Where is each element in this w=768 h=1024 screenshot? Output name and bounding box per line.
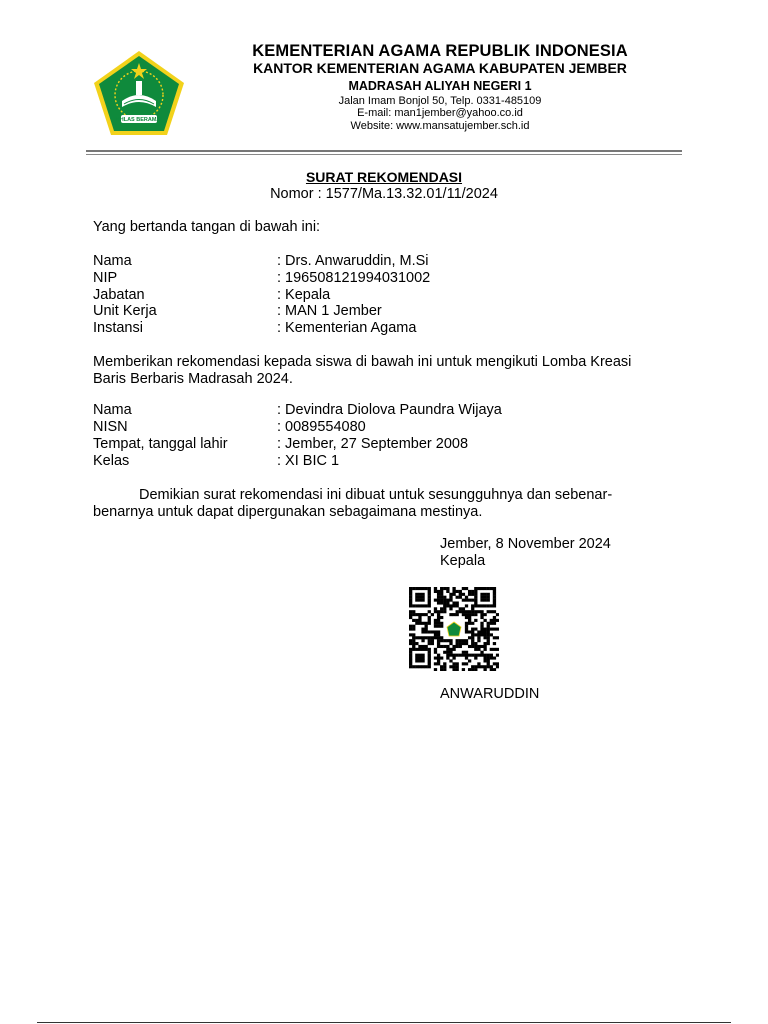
purpose-paragraph <box>93 354 668 388</box>
field-value: : Devindra Diolova Paundra Wijaya <box>277 402 502 418</box>
signer-name: ANWARUDDIN <box>440 686 540 702</box>
school-website: Website: www.mansatujember.sch.id <box>350 119 530 132</box>
field-value: : XI BIC 1 <box>277 453 340 469</box>
field-label: NIP <box>93 270 118 286</box>
school-email: E-mail: man1jember@yahoo.co.id <box>357 107 523 120</box>
letter-number: Nomor : 1577/Ma.13.32.01/11/2024 <box>270 186 498 202</box>
signature-qr-code <box>409 587 499 671</box>
field-value: : 0089554080 <box>277 419 366 435</box>
closing-line: Demikian surat rekomendasi ini dibuat untuk sesungguhnya dan sebenar- <box>139 487 613 503</box>
field-label: Jabatan <box>93 287 145 303</box>
field-label: NISN <box>93 419 128 435</box>
field-label: Nama <box>93 402 132 418</box>
office-name: KANTOR KEMENTERIAN AGAMA KABUPATEN JEMBER <box>253 60 627 77</box>
purpose-line: Baris Berbaris Madrasah 2024. <box>93 370 293 387</box>
field-label: Unit Kerja <box>93 303 157 319</box>
field-label: Instansi <box>93 320 143 336</box>
closing-paragraph <box>93 487 668 521</box>
field-label: Kelas <box>93 453 130 469</box>
opening-text: Yang bertanda tangan di bawah ini: <box>93 219 321 235</box>
school-address: Jalan Imam Bonjol 50, Telp. 0331-485109 <box>338 95 542 108</box>
ministry-name: KEMENTERIAN AGAMA REPUBLIK INDONESIA <box>252 42 628 60</box>
header-divider-thin <box>86 154 682 155</box>
field-value: : Kementerian Agama <box>277 320 417 336</box>
page-bottom-rule <box>37 1022 731 1023</box>
signer-position: Kepala <box>440 553 486 569</box>
field-value: : 196508121994031002 <box>277 270 431 286</box>
field-label: Nama <box>93 253 132 269</box>
kemenag-logo-icon <box>92 49 186 137</box>
field-value: : Kepala <box>277 287 331 303</box>
field-value: : Drs. Anwaruddin, M.Si <box>277 253 429 269</box>
field-label: Tempat, tanggal lahir <box>93 436 228 452</box>
place-date: Jember, 8 November 2024 <box>440 536 611 552</box>
letter-title: SURAT REKOMENDASI <box>305 169 463 185</box>
logo-motto: IKHLAS BERAMAL <box>114 117 164 123</box>
qr-center-logo-icon <box>447 622 461 636</box>
closing-line: benarnya untuk dapat dipergunakan sebagaimana mestinya. <box>93 503 483 520</box>
field-value: : Jember, 27 September 2008 <box>277 436 469 452</box>
header-divider-thick <box>86 150 682 152</box>
purpose-line: Memberikan rekomendasi kepada siswa di bawah ini untuk mengikuti Lomba Kreasi <box>93 354 632 370</box>
school-name: MADRASAH ALIYAH NEGERI 1 <box>348 79 532 94</box>
field-value: : MAN 1 Jember <box>277 303 382 319</box>
letterhead <box>190 42 690 132</box>
